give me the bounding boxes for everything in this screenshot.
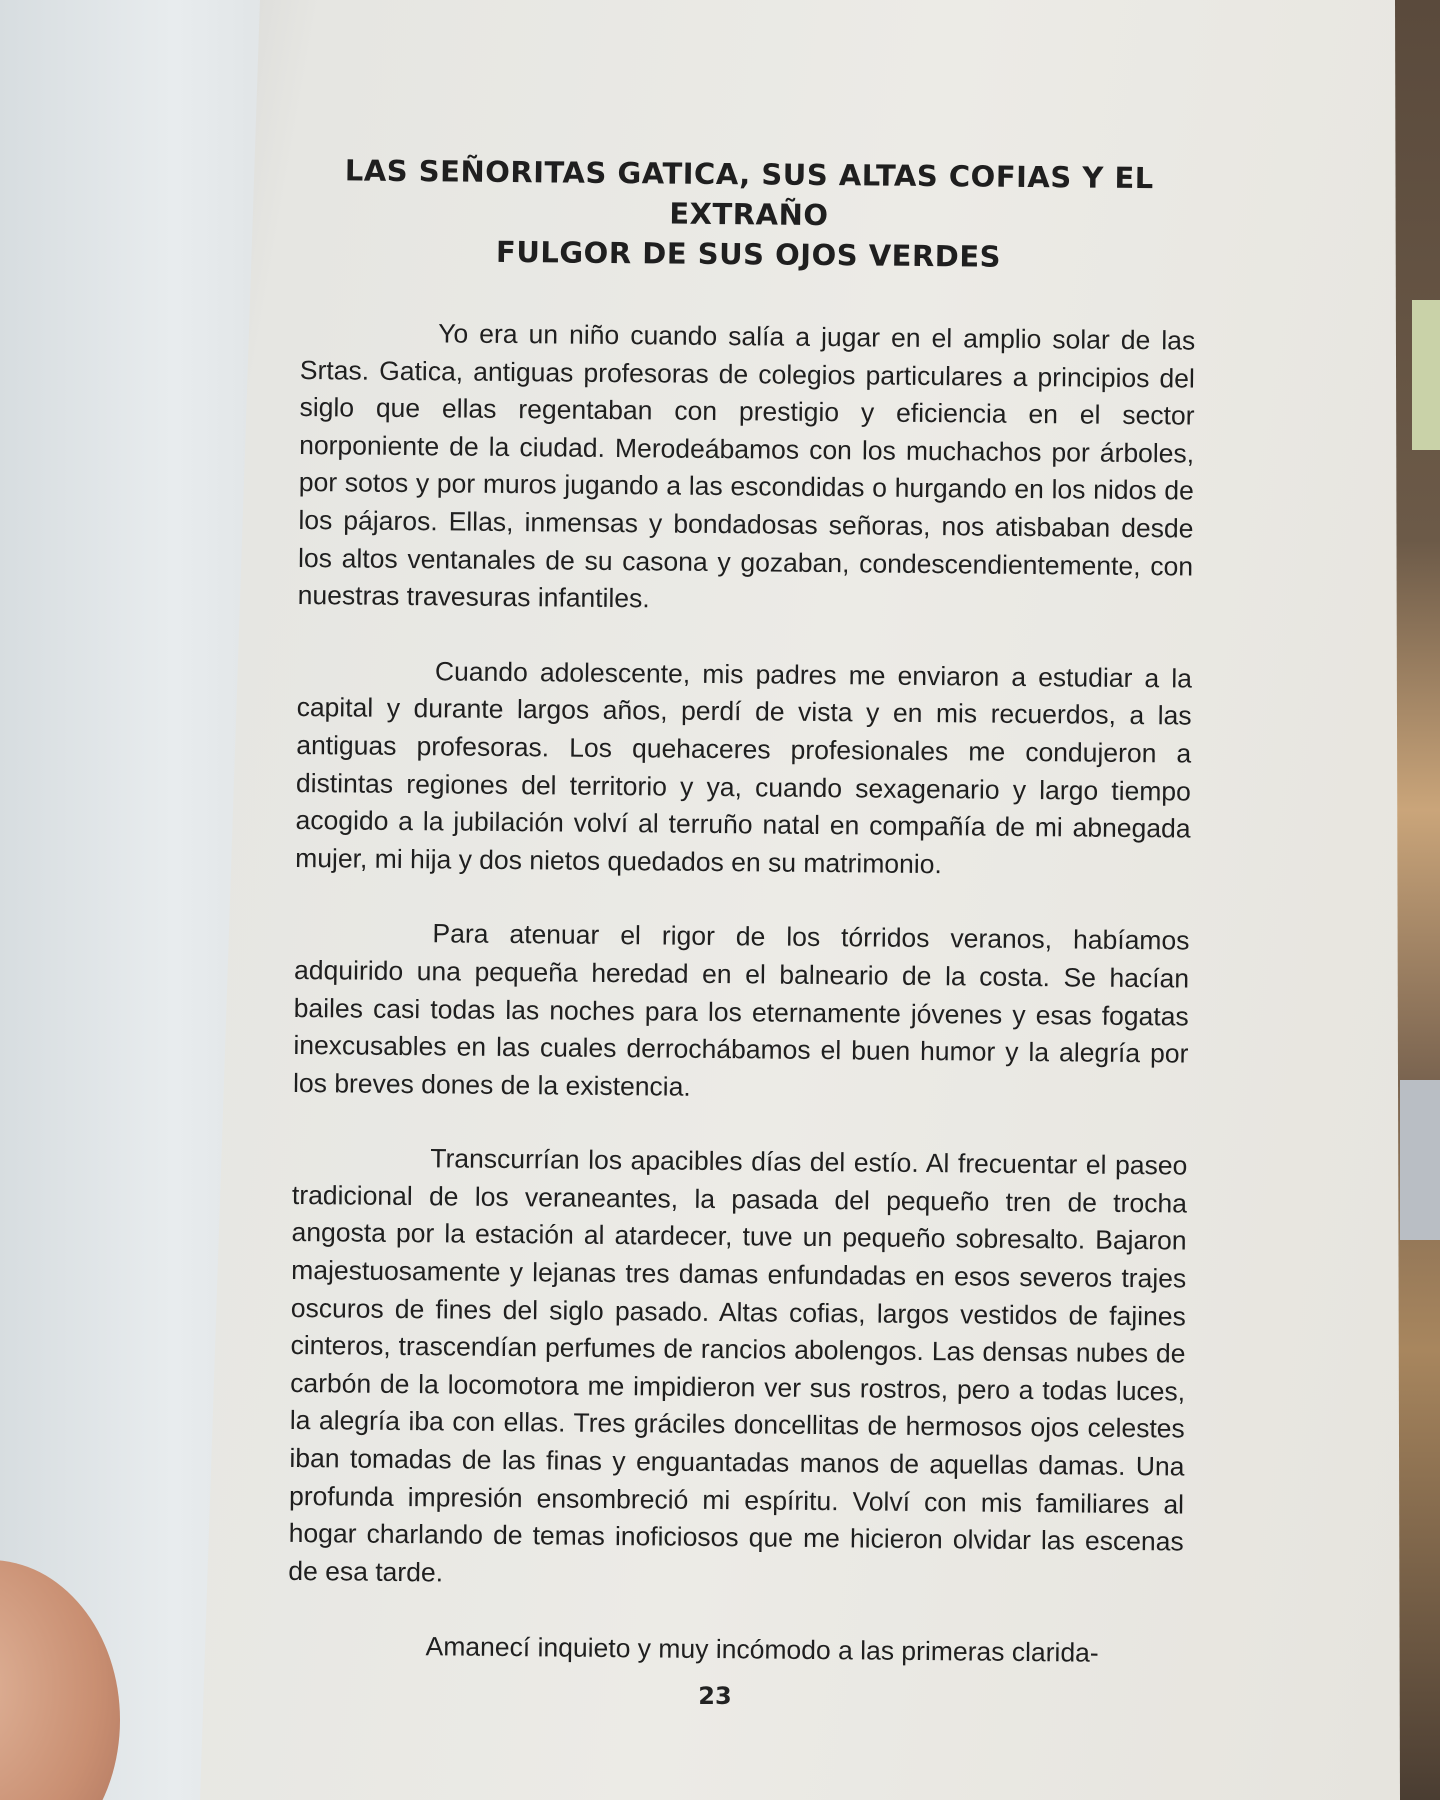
paragraph-text: Para atenuar el rigor de los tórridos veranos, habíamos adquirido una pequeña heredad en el balneario de la costa. Se hacían bailes casi todas las noches para los eternamente jóvenes y esas fogatas inexcusables en las cuales derrochábamos el buen humor y la alegría por los breves dones de la existencia. bbox=[292, 918, 1190, 1102]
chapter-title-line-1: LAS SEÑORITAS GATICA, SUS ALTAS COFIAS Y EL EXTRAÑO bbox=[344, 153, 1154, 233]
paragraph-4 bbox=[288, 1139, 1187, 1599]
paragraph-text: Transcurrían los apacibles días del estío. Al frecuentar el paseo tradicional de los veraneantes, la pasada del pequeño tren de trocha angosta por la estación al atardecer, tuve un pequeño sobresalto. Bajaron majestuosamente y lejanas tres damas enfundadas en esos severos trajes oscuros de fines del siglo pasado. Altas cofias, largos vestidos de fajines cinteros, trascendían perfumes de rancios abolengos. Las densas nubes de carbón de la locomotora me impidieron ver sus rostros, pero a todas luces, la alegría iba con ellas. Tres gráciles doncellitas de hermosos ojos celestes iban tomadas de las finas y enguantadas manos de aquellas damas. Una profunda impresión ensombreció mi espíritu. Volví con mis familiares al hogar charlando de temas inoficiosos que me hicieron olvidar las escenas de esa tarde. bbox=[288, 1143, 1188, 1588]
background-book bbox=[1400, 1080, 1440, 1240]
chapter-title bbox=[301, 150, 1197, 279]
chapter-title-line-2: FULGOR DE SUS OJOS VERDES bbox=[495, 234, 1002, 274]
paragraph-text: Yo era un niño cuando salía a jugar en el amplio solar de las Srtas. Gatica, antiguas profesoras de colegios particulares a principios del siglo que ellas regentaban con prestigio y eficiencia en el sector norponiente de la ciudad. Merodeábamos con los muchachos por árboles, por sotos y por muros jugando a las escondidas o hurgando en los nidos de los pájaros. Ellas, inmensas y bondadosas señoras, nos atisbaban desde los altos ventanales de su casona y gozaban, condescendientemente, con nuestras travesuras infantiles. bbox=[297, 318, 1196, 614]
paragraph-text: Amanecí inquieto y muy incómodo a las primeras clarida- bbox=[425, 1631, 1099, 1669]
paragraph-2 bbox=[295, 652, 1192, 886]
paragraph-1 bbox=[298, 314, 1196, 623]
page-number: 23 bbox=[698, 1682, 732, 1710]
background-book bbox=[1412, 300, 1440, 450]
paragraph-text: Cuando adolescente, mis padres me enviaron a estudiar a la capital y durante largos años, perdí de vista y en mis recuerdos, a las antiguas profesoras. Los quehaceres profesionales me condujeron a distintas regiones del territorio y ya, cuando sexagenario y largo tiempo acogido a la jubilación volví al terruño natal en compañía de mi abnegada mujer, mi hija y dos nietos quedados en su matrimonio. bbox=[295, 656, 1193, 879]
paragraph-3 bbox=[293, 914, 1190, 1111]
page-content bbox=[287, 150, 1197, 1674]
